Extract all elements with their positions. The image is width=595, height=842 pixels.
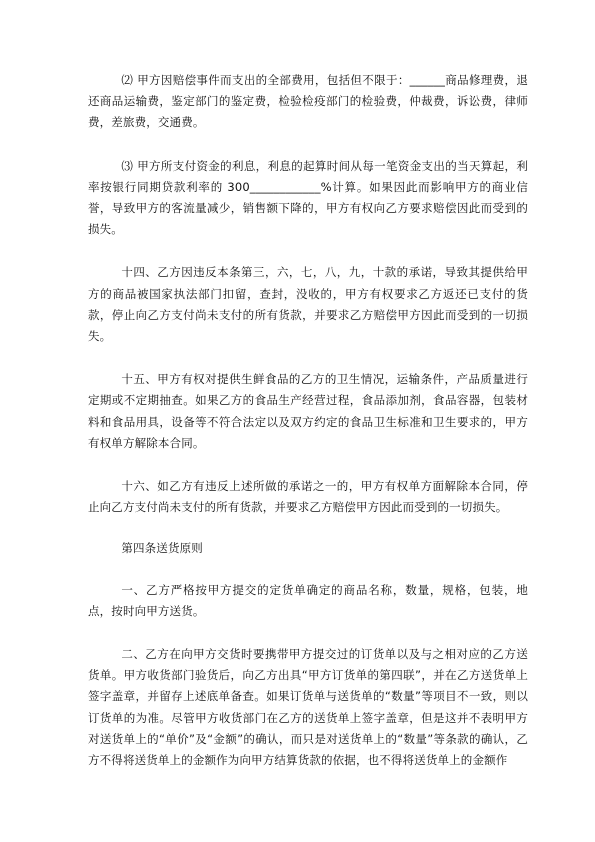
clause-3-interest: ⑶ 甲方所支付资金的利息，利息的起算时间从每一笔资金支出的当天算起，利率按银行同期贷款利率的 300____________%计算。如果因此而影响甲方的商业信誉，导致甲方的客流量减少，销售额下降的，甲方有权向乙方要求赔偿因此而受到的损失。 bbox=[88, 158, 528, 237]
clause-2-compensation-costs: ⑵ 甲方因赔偿事件而支出的全部费用，包括但不限于：______商品修理费，退还商品运输费，鉴定部门的鉴定费，检验检疫部门的检验费，仲裁费，诉讼费，律师费，差旅费，交通费。 bbox=[88, 73, 528, 130]
delivery-clause-1: 一、乙方严格按甲方提交的定货单确定的商品名称，数量，规格，包装，地点，按时向甲方送货。 bbox=[88, 582, 528, 618]
clause-15: 十五、甲方有权对提供生鲜食品的乙方的卫生情况，运输条件，产品质量进行定期或不定期抽查。如果乙方的食品生产经营过程，食品添加剂，食品容器，包装材料和食品用具，设备等不符合法定以及双方约定的食品卫生标准和卫生要求的，甲方有权单方解除本合同。 bbox=[88, 372, 528, 450]
document-body bbox=[88, 70, 528, 771]
delivery-clause-2: 二、乙方在向甲方交货时要携带甲方提交过的订货单以及与之相对应的乙方送货单。甲方收货部门验货后，向乙方出具“甲方订货单的第四联”，并在乙方送货单上签字盖章，并留存上述底单备查。如果订货单与送货单的“数量”等项目不一致，则以订货单的为准。尽管甲方收货部门在乙方的送货单上签字盖章，但是这并不表明甲方对送货单上的“单价”及“金额”的确认，而只是对送货单上的“数量”等条款的确认，乙方不得将送货单上的金额作为向甲方结算货款的依据，也不得将送货单上的金额作 bbox=[88, 647, 528, 768]
section-heading-delivery-principles: 第四条送货原则 bbox=[121, 541, 203, 556]
clause-16: 十六、如乙方有违反上述所做的承诺之一的，甲方有权单方面解除本合同，停止向乙方支付尚未支付的所有货款，并要求乙方赔偿甲方因此而受到的一切损失。 bbox=[88, 479, 528, 515]
clause-14: 十四、乙方因违反本条第三，六，七，八，九，十款的承诺，导致其提供给甲方的商品被国家执法部门扣留，查封，没收的，甲方有权要求乙方返还已支付的货款，停止向乙方支付尚未支付的所有货款，并要求乙方赔偿甲方因此而受到的一切损失。 bbox=[88, 265, 528, 344]
